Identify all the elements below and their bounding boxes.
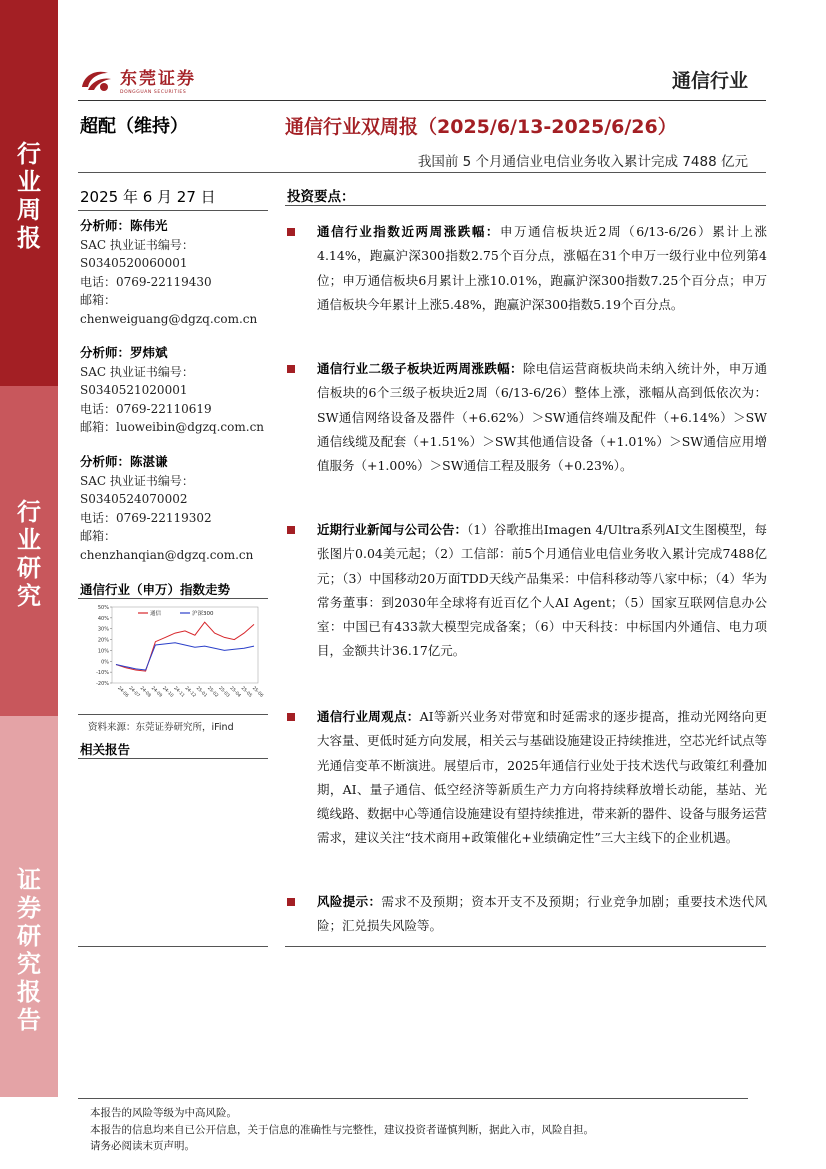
index-trend-chart <box>90 601 266 709</box>
key-point-text: AI等新兴业务对带宽和时延需求的逐步提高，推动光网络向更大容量、更低时延方向发展，相关云与基础设施建设正持续推进，空芯光纤试点等光通信变革不断演进。展望后市，2025年通信行业处于技术迭代与政策红利叠加期，AI、量子通信、低空经济等新质生产力方向将持续释放增长动能，基站、光缆线路、数据中心等通信设施建设有望持续推进，带来新的器件、设备与服务运营需求，建议关注“技术商用+政策催化+业绩确定性”三大主线下的企业机遇。 <box>317 709 768 846</box>
report-date: 2025 年 6 月 27 日 <box>80 188 216 206</box>
logo-name-cn: 东莞证券 <box>120 69 196 89</box>
chart-x-tick-label: 25-05 <box>239 685 253 699</box>
key-point-lead: 通信行业周观点： <box>317 709 420 724</box>
analyst-email[interactable]: chenzhanqian@dgzq.com.cn <box>80 547 254 562</box>
chart-divider <box>78 598 268 599</box>
right-bottom-divider <box>285 946 766 947</box>
bullet-square-icon <box>287 228 295 236</box>
chart-svg <box>90 601 266 709</box>
chart-legend-label: 通信 <box>150 611 162 617</box>
logo-name-en: DONGGUAN SECURITIES <box>120 90 187 95</box>
bullet-square-icon <box>287 526 295 534</box>
sidebar-label-securities: 证券研究报告 <box>17 866 41 1034</box>
sidebar-segment-weekly <box>0 0 58 386</box>
footer-info-note: 本报告的信息均来自已公开信息，关于信息的准确性与完整性，建议投资者谨慎判断，据此入市，风险自担。 <box>90 1123 594 1136</box>
chart-x-tick-label: 25-06 <box>250 685 264 699</box>
chart-title: 通信行业（申万）指数走势 <box>80 582 231 597</box>
related-reports-heading: 相关报告 <box>80 742 131 757</box>
date-divider <box>78 210 268 211</box>
sidebar-label-research: 行业研究 <box>17 498 41 610</box>
footer-read-statement: 请务必阅读末页声明。 <box>90 1140 195 1152</box>
sidebar-segment-securities <box>0 716 58 1097</box>
header-divider <box>78 100 766 101</box>
analyst-email[interactable]: 邮箱：luoweibin@dgzq.com.cn <box>80 420 265 434</box>
chart-x-tick-label: 24-11 <box>172 685 186 699</box>
analyst-name: 分析师：陈湛谦 <box>80 454 168 469</box>
analyst-phone: 电话：0769-22119302 <box>80 510 212 525</box>
chart-x-tick-label: 24-10 <box>161 685 174 699</box>
analyst-phone: 电话：0769-22110619 <box>80 401 212 416</box>
chart-series-line <box>116 622 254 671</box>
key-point <box>287 890 767 939</box>
analyst-email[interactable]: chenweiguang@dgzq.com.cn <box>80 311 258 326</box>
chart-y-tick-label: 20% <box>97 637 109 644</box>
analyst-sac: S0340521020001 <box>80 383 188 397</box>
analyst-name: 分析师：罗炜斌 <box>80 345 168 360</box>
company-logo <box>78 64 196 95</box>
analyst-name: 分析师：陈伟光 <box>80 218 168 233</box>
key-point <box>287 518 767 664</box>
analyst-phone: 电话：0769-22119430 <box>80 274 212 289</box>
key-point-lead: 风险提示： <box>317 894 382 909</box>
chart-y-tick-label: 0% <box>101 659 109 666</box>
key-point <box>287 220 767 317</box>
sidebar-label-weekly: 行业周报 <box>17 140 41 252</box>
chart-x-tick-label: 24-07 <box>127 685 141 699</box>
logo-mark-icon <box>78 65 114 95</box>
analyst-email-label: 邮箱： <box>80 293 117 307</box>
chart-x-tick-label: 25-04 <box>228 685 242 699</box>
chart-source: 资料来源：东莞证券研究所，iFind <box>88 722 234 733</box>
chart-y-tick-label: 10% <box>97 648 109 655</box>
footer-disclaimer <box>90 1105 594 1155</box>
footer-divider <box>78 1098 748 1099</box>
subtitle-divider <box>78 172 766 173</box>
analyst-email-label: 邮箱： <box>80 529 117 543</box>
key-point-lead: 通信行业二级子板块近两周涨跌幅： <box>317 361 523 376</box>
chart-series-line <box>116 643 254 670</box>
chart-y-tick-label: -10% <box>96 670 109 677</box>
key-points-title: 投资要点： <box>287 189 355 205</box>
report-subtitle: 我国前 5 个月通信业电信业务收入累计完成 7488 亿元 <box>417 154 748 170</box>
analyst-sac: S0340524070002 <box>80 492 188 506</box>
industry-label: 通信行业 <box>671 70 748 92</box>
left-bottom-divider <box>78 946 268 947</box>
analyst-card <box>80 217 270 328</box>
chart-x-tick-label: 24-12 <box>183 685 197 699</box>
key-point-text: 申万通信板块近2周（6/13-6/26）累计上涨4.14%，跑赢沪深300指数2.75个百分点，涨幅在31个申万一级行业中位列第4位；申万通信板块6月累计上涨10.01%，跑赢沪深300指数7.25个百分点；申万通信板块今年累计上涨5.48%，跑赢沪深300指数5.19个百分点。 <box>317 224 767 312</box>
bullet-square-icon <box>287 713 295 721</box>
analyst-sac-label: SAC 执业证书编号： <box>80 237 194 252</box>
report-title: 通信行业双周报（2025/6/13-2025/6/26） <box>285 116 677 138</box>
source-divider <box>78 714 268 715</box>
chart-y-tick-label: 30% <box>97 626 109 633</box>
related-divider <box>78 758 268 759</box>
key-points-divider <box>285 205 766 206</box>
chart-y-tick-label: 40% <box>97 615 109 622</box>
analyst-sac-label: SAC 执业证书编号： <box>80 473 194 488</box>
analyst-sac-label: SAC 执业证书编号： <box>80 364 194 379</box>
chart-x-tick-label: 24-08 <box>138 685 152 699</box>
chart-legend-label: 沪深300 <box>192 611 214 617</box>
analyst-sac: S0340520060001 <box>80 256 188 270</box>
chart-x-tick-label: 24-09 <box>149 685 163 699</box>
key-point <box>287 357 767 478</box>
key-point-lead: 通信行业指数近两周涨跌幅： <box>317 224 501 239</box>
key-point-text: （1）谷歌推出Imagen 4/Ultra系列AI文生图模型，每张图片0.04美元起；（2）工信部：前5个月通信业电信业务收入累计完成7488亿元；（3）中国移动20万面TDD天线产品集采：中信科移动等八家中标；（4）华为常务董事：到2030年全球将有近百亿个人AI Agent；（5）国家互联网信息办公室：中国已有433款大模型完成备案；（6）中天科技：中标国内外通信、电力项目，金额共计36.17亿元。 <box>317 522 767 659</box>
analyst-card <box>80 453 270 564</box>
footer-risk-level: 本报告的风险等级为中高风险。 <box>90 1107 237 1119</box>
left-sidebar <box>0 0 58 1097</box>
bullet-square-icon <box>287 365 295 373</box>
key-point <box>287 705 767 851</box>
key-point-lead: 近期行业新闻与公司公告： <box>317 522 468 537</box>
chart-x-tick-label: 25-01 <box>194 685 208 699</box>
sidebar-segment-research <box>0 386 58 716</box>
chart-y-tick-label: -20% <box>96 681 109 687</box>
rating: 超配（维持） <box>80 116 188 137</box>
chart-x-tick-label: 25-03 <box>217 685 231 699</box>
analyst-card <box>80 344 270 437</box>
chart-x-tick-label: 24-06 <box>116 685 129 699</box>
key-point-text: 除电信运营商板块尚未纳入统计外，申万通信板块的6个三级子板块近2周（6/13-6/26）整体上涨，涨幅从高到低依次为：SW通信网络设备及器件（+6.62%）＞SW通信终端及配件（+6.14%）＞SW通信线缆及配套（+1.51%）＞SW其他通信设备（+1.01%）＞SW通信应用增值服务（+1.00%）＞SW通信工程及服务（+0.23%）。 <box>317 361 767 474</box>
key-point-text: 需求不及预期；资本开支不及预期；行业竞争加剧；重要技术迭代风险；汇兑损失风险等。 <box>317 894 767 934</box>
bullet-square-icon <box>287 898 295 906</box>
chart-x-tick-label: 25-02 <box>206 685 219 699</box>
chart-y-tick-label: 50% <box>97 605 109 611</box>
